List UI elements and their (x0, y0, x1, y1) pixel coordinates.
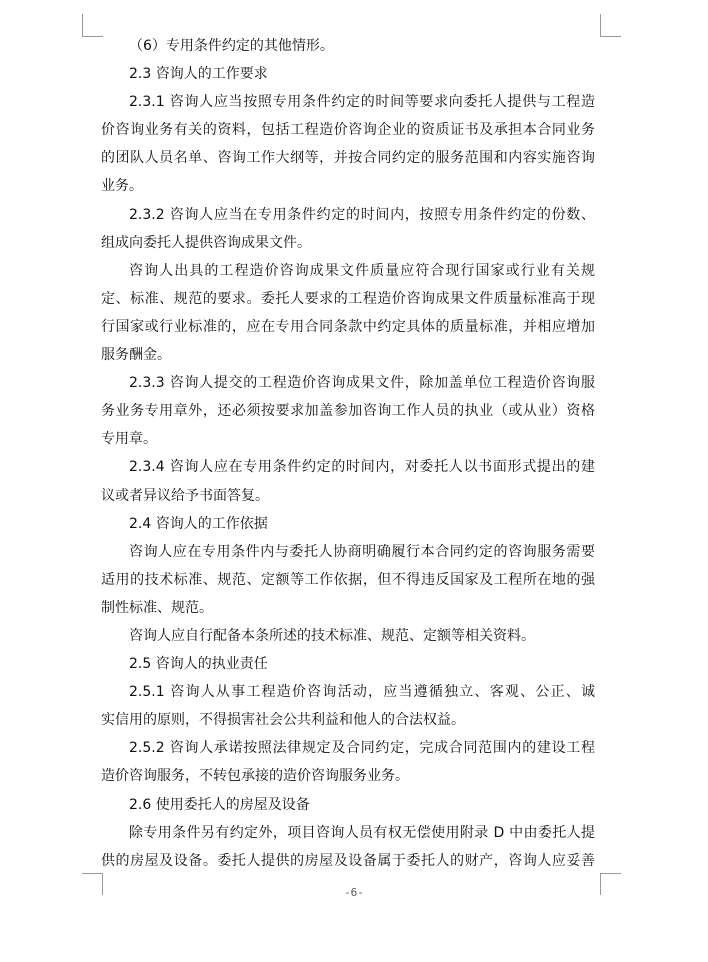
text-line: 除专用条件另有约定外，项目咨询人员有权无偿使用附录 D 中由委托人提 (129, 824, 595, 841)
text-line: 的团队人员名单、咨询工作大纲等，并按合同约定的服务范围和内容实施咨询 (101, 150, 595, 167)
crop-mark-bottom-right (600, 873, 621, 874)
text-line: 2.5.1 咨询人从事工程造价咨询活动，应当遵循独立、客观、公正、诚 (129, 684, 595, 701)
text-line: 实信用的原则，不得损害社会公共利益和他人的合法权益。 (101, 712, 465, 729)
text-line: 价咨询业务有关的资料，包括工程造价咨询企业的资质证书及承担本合同业务 (101, 122, 595, 139)
text-line: 议或者异议给予书面答复。 (101, 487, 269, 504)
crop-mark-bottom-left (82, 873, 103, 874)
text-line: 业务。 (101, 178, 143, 195)
text-line: 2.5 咨询人的执业责任 (129, 656, 268, 673)
text-line: 行国家或行业标准的，应在专用合同条款中约定具体的质量标准，并相应增加 (101, 318, 595, 335)
text-line: 造价咨询服务，不转包承接的造价咨询服务业务。 (101, 768, 409, 785)
text-line: 2.4 咨询人的工作依据 (129, 515, 268, 532)
crop-mark-top-right-h (600, 36, 621, 37)
text-line: 2.5.2 咨询人承诺按照法律规定及合同约定，完成合同范围内的建设工程 (129, 740, 595, 757)
text-line: 咨询人出具的工程造价咨询成果文件质量应符合现行国家或行业有关规 (129, 262, 595, 279)
crop-mark-top-right (600, 14, 601, 36)
text-line: 咨询人应在专用条件内与委托人协商明确履行本合同约定的咨询服务需要 (129, 543, 595, 560)
text-line: 2.3 咨询人的工作要求 (129, 66, 268, 83)
text-line: 定、标准、规范的要求。委托人要求的工程造价咨询成果文件质量标准高于现 (101, 290, 595, 307)
text-line: 组成向委托人提供咨询成果文件。 (101, 234, 311, 251)
page-number: -6- (344, 886, 364, 899)
text-line: 务业务专用章外，还必须按要求加盖参加咨询工作人员的执业（或从业）资格 (101, 403, 595, 420)
document-body (101, 32, 595, 875)
text-line: 适用的技术标准、规范、定额等工作依据，但不得违反国家及工程所在地的强 (101, 571, 595, 588)
text-line: 专用章。 (101, 431, 157, 448)
text-line: 供的房屋及设备。委托人提供的房屋及设备属于委托人的财产，咨询人应妥善 (101, 852, 595, 869)
text-line: 服务酬金。 (101, 347, 171, 364)
text-line: （6）专用条件约定的其他情形。 (129, 38, 334, 54)
text-line: 2.3.1 咨询人应当按照专用条件约定的时间等要求向委托人提供与工程造 (129, 94, 595, 111)
text-line: 2.3.4 咨询人应在专用条件约定的时间内，对委托人以书面形式提出的建 (129, 459, 595, 476)
text-line: 咨询人应自行配备本条所述的技术标准、规范、定额等相关资料。 (129, 627, 535, 644)
text-line: 2.3.3 咨询人提交的工程造价咨询成果文件，除加盖单位工程造价咨询服 (129, 375, 595, 392)
text-line: 制性标准、规范。 (101, 599, 213, 616)
text-line: 2.3.2 咨询人应当在专用条件约定的时间内，按照专用条件约定的份数、 (129, 206, 595, 223)
crop-mark-top-left (82, 14, 83, 36)
text-line: 2.6 使用委托人的房屋及设备 (129, 796, 310, 813)
crop-mark-top-left-h (82, 36, 103, 37)
